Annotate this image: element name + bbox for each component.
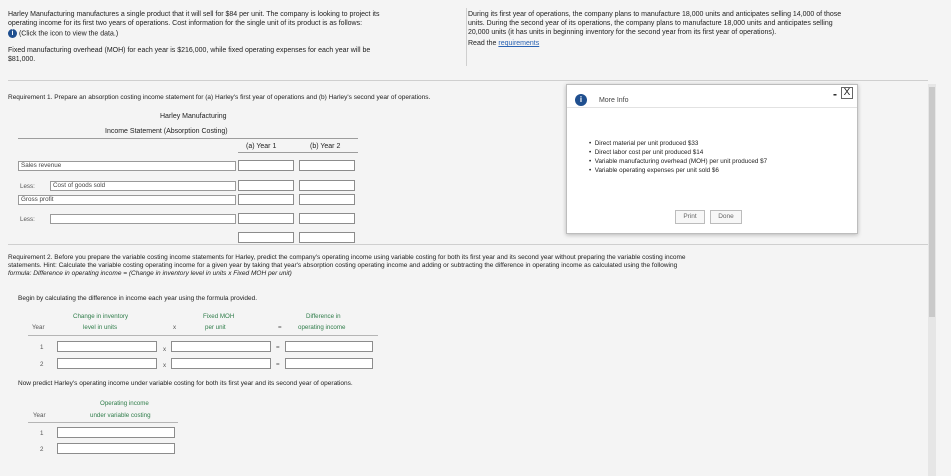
list-item-text: Variable operating expenses per unit sold $6 [594, 167, 719, 174]
list-item-text: Direct labor cost per unit produced $14 [594, 149, 704, 156]
header-operating-income: operating income [298, 324, 346, 331]
equals-sign: = [276, 344, 280, 351]
change-year2-input[interactable] [57, 358, 157, 369]
problem-line: operating income for its first two years of operations. Cost information for the single unit of its product is as follows: [8, 20, 363, 27]
opex-year2-input[interactable] [299, 213, 355, 224]
opex-year1-input[interactable] [238, 213, 294, 224]
cogs-year2-input[interactable] [299, 180, 355, 191]
times-sign: x [163, 362, 167, 369]
statement-title-rule [18, 138, 358, 139]
less-label: Less: [20, 183, 35, 190]
read-requirements [468, 39, 908, 48]
scrollbar-thumb[interactable] [929, 87, 935, 317]
read-prefix: Read the [468, 40, 497, 47]
predict-text: Now predict Harley's operating income under variable costing for both its first year and its second year of operations. [18, 380, 353, 387]
gross-year1-input[interactable] [238, 194, 294, 205]
difference-year2-input[interactable] [285, 358, 373, 369]
fixed-moh-year2-input[interactable] [171, 358, 271, 369]
list-item: • Variable operating expenses per unit sold $6 [589, 167, 719, 174]
sales-year1-input[interactable] [238, 160, 294, 171]
more-info-dialog [566, 84, 858, 234]
row-year-2: 2 [40, 361, 44, 368]
close-button[interactable]: X [841, 87, 853, 99]
operating-income-year1-input[interactable] [238, 232, 294, 243]
change-year1-input[interactable] [57, 341, 157, 352]
list-item-text: Variable manufacturing overhead (MOH) per unit produced $7 [594, 158, 768, 165]
gross-year2-input[interactable] [299, 194, 355, 205]
header-year: Year [32, 324, 45, 331]
column-year2: (b) Year 2 [310, 143, 341, 150]
row-year-2: 2 [40, 446, 44, 453]
section-divider [8, 244, 928, 245]
done-button[interactable]: Done [710, 210, 742, 224]
header-variable-costing: under variable costing [90, 412, 151, 419]
fixed-moh-year1-input[interactable] [171, 341, 271, 352]
list-item: • Variable manufacturing overhead (MOH) per unit produced $7 [589, 158, 768, 165]
dialog-title: More Info [598, 96, 629, 104]
problem-line: units. During the second year of its operations, the company plans to manufacture 18,000 units and anticipates selling [468, 20, 833, 27]
header-year: Year [33, 412, 46, 419]
data-icon-row[interactable] [8, 29, 463, 38]
operating-income-year2-input[interactable] [299, 232, 355, 243]
problem-line: During its first year of operations, the company plans to manufacture 18,000 units and anticipates selling 14,000 of those [468, 11, 842, 18]
header-change-units: level in units [83, 324, 118, 331]
requirement-2-line: Requirement 2. Before you prepare the variable costing income statements for Harley, predict the company's operating income using variable costing for both its first year and its second year without preparing the variable costing income [8, 254, 686, 261]
row-year-1: 1 [40, 344, 44, 351]
problem-line: Fixed manufacturing overhead (MOH) for each year is $216,000, while fixed operating expenses for each year will be [8, 47, 371, 55]
problem-line: 20,000 units (it has units in beginning inventory for the second year from its first year of operations). [468, 29, 777, 36]
list-item-text: Direct material per unit produced $33 [594, 140, 699, 147]
table-rule [28, 335, 378, 336]
statement-title: Income Statement (Absorption Costing) [105, 128, 228, 135]
requirement-2-text [8, 254, 923, 278]
header-operating-income: Operating income [100, 400, 149, 407]
problem-text-right [468, 10, 908, 48]
table-rule [28, 422, 178, 423]
begin-text: Begin by calculating the difference in income each year using the formula provided. [18, 295, 258, 302]
dialog-divider [567, 107, 857, 108]
minimize-button[interactable]: - [833, 87, 837, 101]
header-fixed-moh: Fixed MOH [203, 313, 235, 320]
more-info-list [589, 139, 767, 175]
row-year-1: 1 [40, 430, 44, 437]
info-icon[interactable]: i [8, 29, 17, 38]
gross-profit-label: Gross profit [18, 195, 236, 205]
cogs-year1-input[interactable] [238, 180, 294, 191]
equals-sign: = [278, 324, 282, 331]
vc-income-year1-input[interactable] [57, 427, 175, 438]
sales-revenue-label: Sales revenue [18, 161, 236, 171]
column-year1: (a) Year 1 [246, 143, 277, 150]
times-sign: x [163, 346, 167, 353]
cogs-label[interactable]: Cost of goods sold [50, 181, 236, 191]
requirements-link[interactable]: requirements [498, 40, 540, 47]
header-per-unit: per unit [205, 324, 226, 331]
times-sign: x [173, 324, 177, 331]
requirement-2-line: statements. Hint: Calculate the variable costing operating income for a given year by taking that year's absorption costing operating income and adding or subtracting the difference in operating income as calculated using the following [8, 262, 678, 269]
difference-year1-input[interactable] [285, 341, 373, 352]
sales-year2-input[interactable] [299, 160, 355, 171]
requirement-1-text: Requirement 1. Prepare an absorption costing income statement for (a) Harley's first year of operations and (b) Harley's second year of operations. [8, 94, 431, 101]
list-item: • Direct material per unit produced $33 [589, 140, 699, 147]
problem-line: $81,000. [8, 56, 36, 64]
list-item: • Direct labor cost per unit produced $14 [589, 149, 704, 156]
equals-sign: = [276, 361, 280, 368]
header-change: Change in inventory [73, 313, 129, 320]
less-label: Less: [20, 216, 35, 223]
company-name: Harley Manufacturing [160, 113, 227, 120]
column-rule [238, 152, 358, 153]
data-icon-caption: (Click the icon to view the data.) [18, 30, 119, 38]
section-divider [8, 80, 928, 81]
problem-text-left [8, 10, 463, 64]
info-icon: i [575, 94, 587, 106]
header-divider [466, 8, 467, 66]
header-difference: Difference in [306, 313, 341, 320]
vc-income-year2-input[interactable] [57, 443, 175, 454]
problem-line: Harley Manufacturing manufactures a single product that it will sell for $84 per unit. The company is looking to project its [8, 11, 380, 18]
dialog-header [575, 94, 629, 106]
print-button[interactable]: Print [675, 210, 705, 224]
operating-expenses-label[interactable] [50, 214, 236, 224]
requirement-2-formula: formula: Difference in operating income = (Change in inventory level in units x Fixed MOH per unit) [8, 270, 292, 277]
